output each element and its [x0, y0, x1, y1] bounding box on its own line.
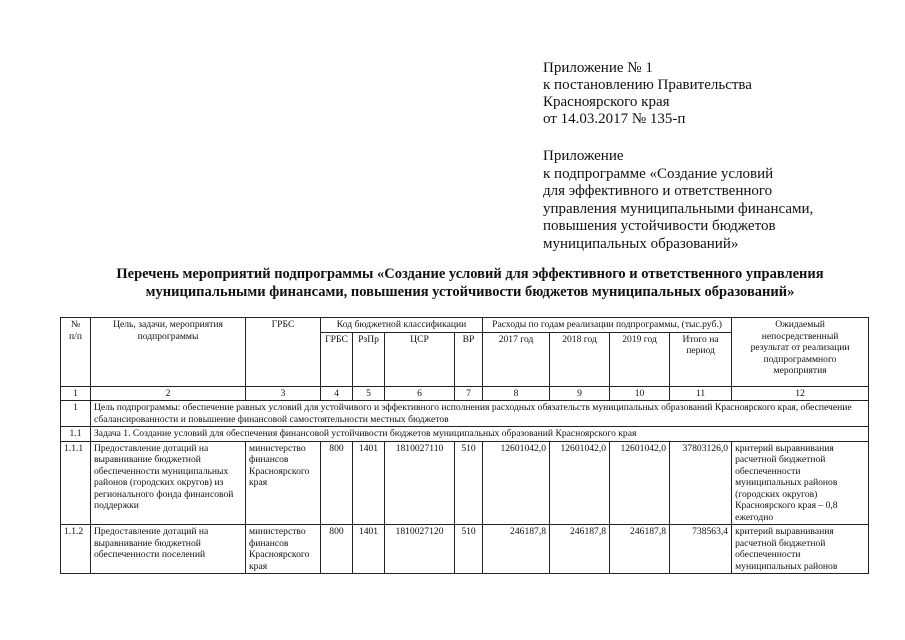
header-total: Итого на период [670, 332, 732, 386]
activities-table [60, 317, 869, 574]
table-row [61, 525, 869, 574]
column-number: 2 [91, 386, 246, 401]
row-csr: 1810027110 [385, 441, 455, 525]
column-number: 12 [732, 386, 869, 401]
goal-text: Цель подпрограммы: обеспечение равных условий для устойчивого и эффективного исполнения расходных обязательств муниципальных образований Красноярского края, обеспечение сбалансированности и повышение финансовой самостоятельности местных бюджетов [91, 401, 869, 427]
header-kbk-csr: ЦСР [385, 332, 455, 386]
column-number: 1 [61, 386, 91, 401]
column-number: 11 [670, 386, 732, 401]
appendix-2-line: Приложение [543, 148, 624, 164]
appendix-1-line: Красноярского края [543, 94, 670, 110]
row-vr: 510 [455, 441, 483, 525]
row-vr: 510 [455, 525, 483, 574]
row-code-grbs: 800 [321, 441, 353, 525]
column-number: 10 [610, 386, 670, 401]
appendix-1-line: Приложение № 1 [543, 60, 653, 76]
header-result: Ожидаемый непосредственный результат от реализации подпрограммного мероприятия [732, 318, 869, 387]
header-kbk-rzpr: РзПр [353, 332, 385, 386]
appendix-1-line: от 14.03.2017 № 135-п [543, 111, 686, 127]
column-number: 4 [321, 386, 353, 401]
header-num: № п/п [61, 318, 91, 387]
task-row [61, 427, 869, 442]
task-num: 1.1 [61, 427, 91, 442]
row-num: 1.1.2 [61, 525, 91, 574]
header-kbk: Код бюджетной классификации [321, 318, 483, 333]
row-name: Предоставление дотаций на выравнивание бюджетной обеспеченности муниципальных районов (городских округов) из регионального фонда финансовой поддержки [91, 441, 246, 525]
row-2017: 12601042,0 [483, 441, 550, 525]
row-num: 1.1.1 [61, 441, 91, 525]
appendix-2-line: управления муниципальными финансами, [543, 200, 814, 217]
row-grbs: министерство финансов Красноярского края [246, 441, 321, 525]
row-rzpr: 1401 [353, 441, 385, 525]
column-number: 3 [246, 386, 321, 401]
row-2018: 246187,8 [550, 525, 610, 574]
header-expenses: Расходы по годам реализации подпрограммы, (тыс.руб.) [483, 318, 732, 333]
header-2018: 2018 год [550, 332, 610, 386]
row-name: Предоставление дотаций на выравнивание бюджетной обеспеченности поселений [91, 525, 246, 574]
column-number: 6 [385, 386, 455, 401]
row-result: критерий выравнивания расчетной бюджетной обеспеченности муниципальных районов (городских округов) Красноярского края – 0,8 ежегодно [732, 441, 869, 525]
table-row [61, 441, 869, 525]
header-kbk-grbs: ГРБС [321, 332, 353, 386]
appendix-1-block [543, 60, 752, 128]
title-line-2: муниципальными финансами, повышения устойчивости бюджетов муниципальных образований» [145, 284, 795, 300]
row-code-grbs: 800 [321, 525, 353, 574]
column-number: 7 [455, 386, 483, 401]
column-number-row [61, 386, 869, 401]
appendix-2-block [543, 148, 813, 253]
row-csr: 1810027120 [385, 525, 455, 574]
header-row [61, 318, 869, 333]
column-number: 5 [353, 386, 385, 401]
row-total: 738563,4 [670, 525, 732, 574]
document-title [60, 265, 880, 301]
appendix-2-line: к подпрограмме «Создание условий [543, 165, 774, 182]
goal-num: 1 [61, 401, 91, 427]
row-grbs: министерство финансов Красноярского края [246, 525, 321, 574]
header-kbk-vr: ВР [455, 332, 483, 386]
header-2019: 2019 год [610, 332, 670, 386]
appendix-1-line: к постановлению Правительства [543, 77, 752, 93]
column-number: 9 [550, 386, 610, 401]
appendix-2-line: муниципальных образований» [543, 235, 739, 252]
header-grbs: ГРБС [246, 318, 321, 387]
header-goal: Цель, задачи, мероприятия подпрограммы [91, 318, 246, 387]
goal-row [61, 401, 869, 427]
row-2019: 246187,8 [610, 525, 670, 574]
row-result: критерий выравнивания расчетной бюджетной обеспеченности муниципальных районов [732, 525, 869, 574]
row-2017: 246187,8 [483, 525, 550, 574]
task-text: Задача 1. Создание условий для обеспечения финансовой устойчивости бюджетов муниципальных образований Красноярского края [91, 427, 869, 442]
appendix-2-line: повышения устойчивости бюджетов [543, 218, 776, 234]
row-2018: 12601042,0 [550, 441, 610, 525]
row-total: 37803126,0 [670, 441, 732, 525]
appendix-2-line: для эффективного и ответственного [543, 183, 773, 199]
header-2017: 2017 год [483, 332, 550, 386]
column-number: 8 [483, 386, 550, 401]
row-rzpr: 1401 [353, 525, 385, 574]
row-2019: 12601042,0 [610, 441, 670, 525]
title-line-1: Перечень мероприятий подпрограммы «Создание условий для эффективного и ответственного управления [116, 266, 824, 282]
